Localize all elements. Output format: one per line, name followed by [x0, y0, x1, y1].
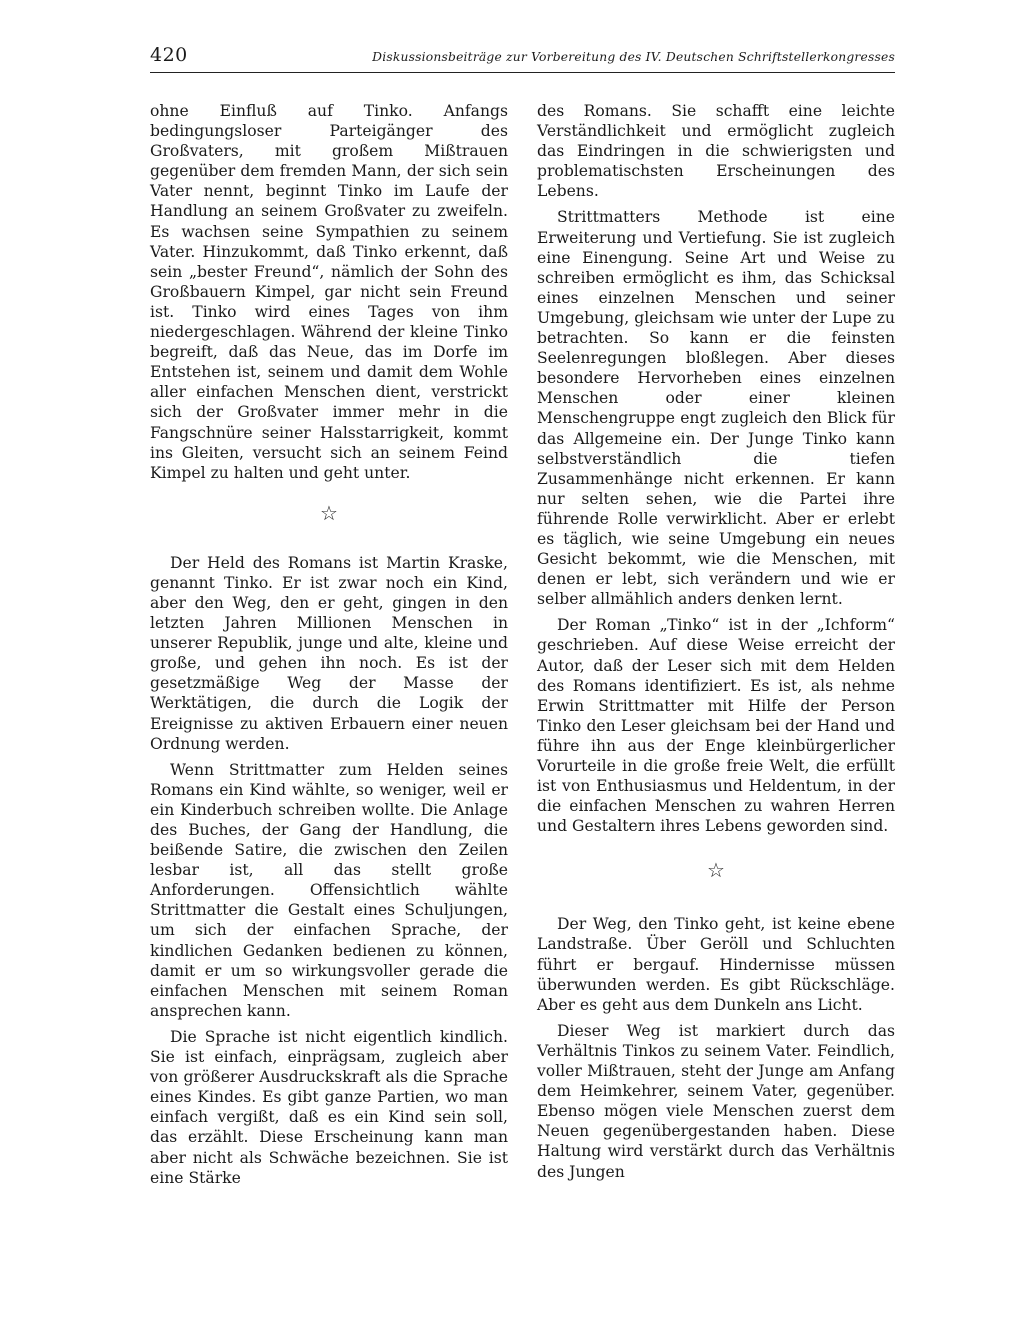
header-rule — [150, 72, 895, 73]
paragraph: Die Sprache ist nicht eigentlich kindlich. Sie ist einfach, einprägsam, zugleich aber von größerer Ausdruckskraft als die Sprache eines Kindes. Es gibt ganze Partien, wo man einfach vergißt, daß es ein Kind sein soll, das erzählt. Diese Erscheinung kann man aber nicht als Schwäche bezeichnen. Sie ist eine Stärke — [150, 1027, 508, 1187]
paragraph: Strittmatters Methode ist eine Erweiterung und Vertiefung. Sie ist zugleich eine Einengung. Seine Art und Weise zu schreiben ermöglicht es ihm, das Schicksal eines einzelnen Menschen und seiner Umgebung, gleichsam wie unter der Lupe zu betrachten. So kann er die feinsten Seelenregungen bloßlegen. Aber dieses besondere Hervorheben eines einzelnen Menschen oder einer kleinen Menschengruppe engt zugleich den Blick für das Allgemeine ein. Der Junge Tinko kann selbstverständlich die tiefen Zusammenhänge nicht erkennen. Er kann nur selten sehen, wie die Partei ihre führende Rolle verwirklicht. Aber er erlebt es täglich, wie seine Umgebung ein neues Gesicht bekommt, wie die Menschen, mit denen er lebt, sich verändern und wie er selber allmählich anders denken lernt. — [537, 208, 895, 609]
paragraph: Der Roman „Tinko“ ist in der „Ichform“ geschrieben. Auf diese Weise erreicht der Autor, daß der Leser sich mit dem Helden des Romans identifiziert. Es ist, als nehme Erwin Strittmatter mit Hilfe der Person Tinko den Leser gleichsam bei der Hand und führe ihn aus der Enge kleinbürgerlicher Vorurteile in die große freie Welt, die erfüllt ist von Enthusiasmus und Heldentum, in der die einfachen Menschen zu wahren Herren und Gestaltern ihres Lebens geworden sind. — [537, 616, 895, 836]
paragraph: des Romans. Sie schafft eine leichte Verständlichkeit und ermöglicht zugleich das Eindringen in die schwierigsten und problematischsten Erscheinungen des Lebens. — [537, 102, 895, 201]
paragraph: Der Held des Romans ist Martin Kraske, genannt Tinko. Er ist zwar noch ein Kind, aber den Weg, den er geht, gingen in den letzten Jahren Millionen Menschen in unserer Republik, junge und alte, kleine und große, und gehen ihn noch. Es ist der gesetzmäßige Weg der Masse der Werktätigen, die durch die Logik der Ereignisse zu aktiven Erbauern einer neuen Ordnung werden. — [150, 553, 508, 753]
running-head: Diskussionsbeiträge zur Vorbereitung des IV. Deutschen Schriftstellerkongresses — [372, 50, 895, 64]
star-separator: ☆ — [707, 858, 725, 883]
paragraph: Wenn Strittmatter zum Helden seines Romans ein Kind wählte, so weniger, weil er ein Kinderbuch schreiben wollte. Die Anlage des Buches, der Gang der Handlung, die beißende Satire, die zwischen den Zeilen lesbar ist, all das stellt große Anforderungen. Offensichtlich wählte Strittmatter die Gestalt eines Schuljungen, um sich der einfachen Sprache, der kindlichen Gedanken bedienen zu können, damit er um so wirkungsvoller gerade die einfachen Menschen mit seinem Roman ansprechen kann. — [150, 760, 508, 1020]
left-column — [150, 101, 508, 1188]
paragraph: Der Weg, den Tinko geht, ist keine ebene Landstraße. Über Geröll und Schluchten führt er bergauf. Hindernisse müssen überwunden werden. Es gibt Rückschläge. Aber es geht aus dem Dunkeln ans Licht. — [537, 915, 895, 1014]
paragraph: ohne Einfluß auf Tinko. Anfangs bedingungsloser Parteigänger des Großvaters, mit großem Mißtrauen gegenüber dem fremden Mann, der sich sein Vater nennt, beginnt Tinko im Laufe der Handlung an seinem Großvater zu zweifeln. Es wachsen seine Sympathien zu seinem Vater. Hinzukommt, daß Tinko erkennt, daß sein „bester Freund“, nämlich der Sohn des Großbauern Kimpel, gar nicht sein Freund ist. Tinko wird eines Tages von ihm niedergeschlagen. Während der kleine Tinko begreift, daß das Neue, das im Dorfe im Entstehen ist, seinem und damit dem Wohle aller einfachen Menschen dient, verstrickt sich der Großvater immer mehr in die Fangschnüre seiner Halsstarrigkeit, kommt ins Gleiten, versucht sich an seinem Feind Kimpel zu halten und geht unter. — [150, 102, 508, 482]
star-separator: ☆ — [320, 500, 338, 525]
paragraph: Dieser Weg ist markiert durch das Verhältnis Tinkos zu seinem Vater. Feindlich, voller Mißtrauen, steht der Junge am Anfang dem Heimkehrer, seinem Vater, gegenüber. Ebenso mögen viele Menschen zuerst dem Neuen gegenübergestanden haben. Diese Haltung wird verstärkt durch das Verhältnis des Jungen — [537, 1021, 895, 1181]
page-number: 420 — [150, 44, 188, 66]
right-column — [537, 101, 895, 1182]
